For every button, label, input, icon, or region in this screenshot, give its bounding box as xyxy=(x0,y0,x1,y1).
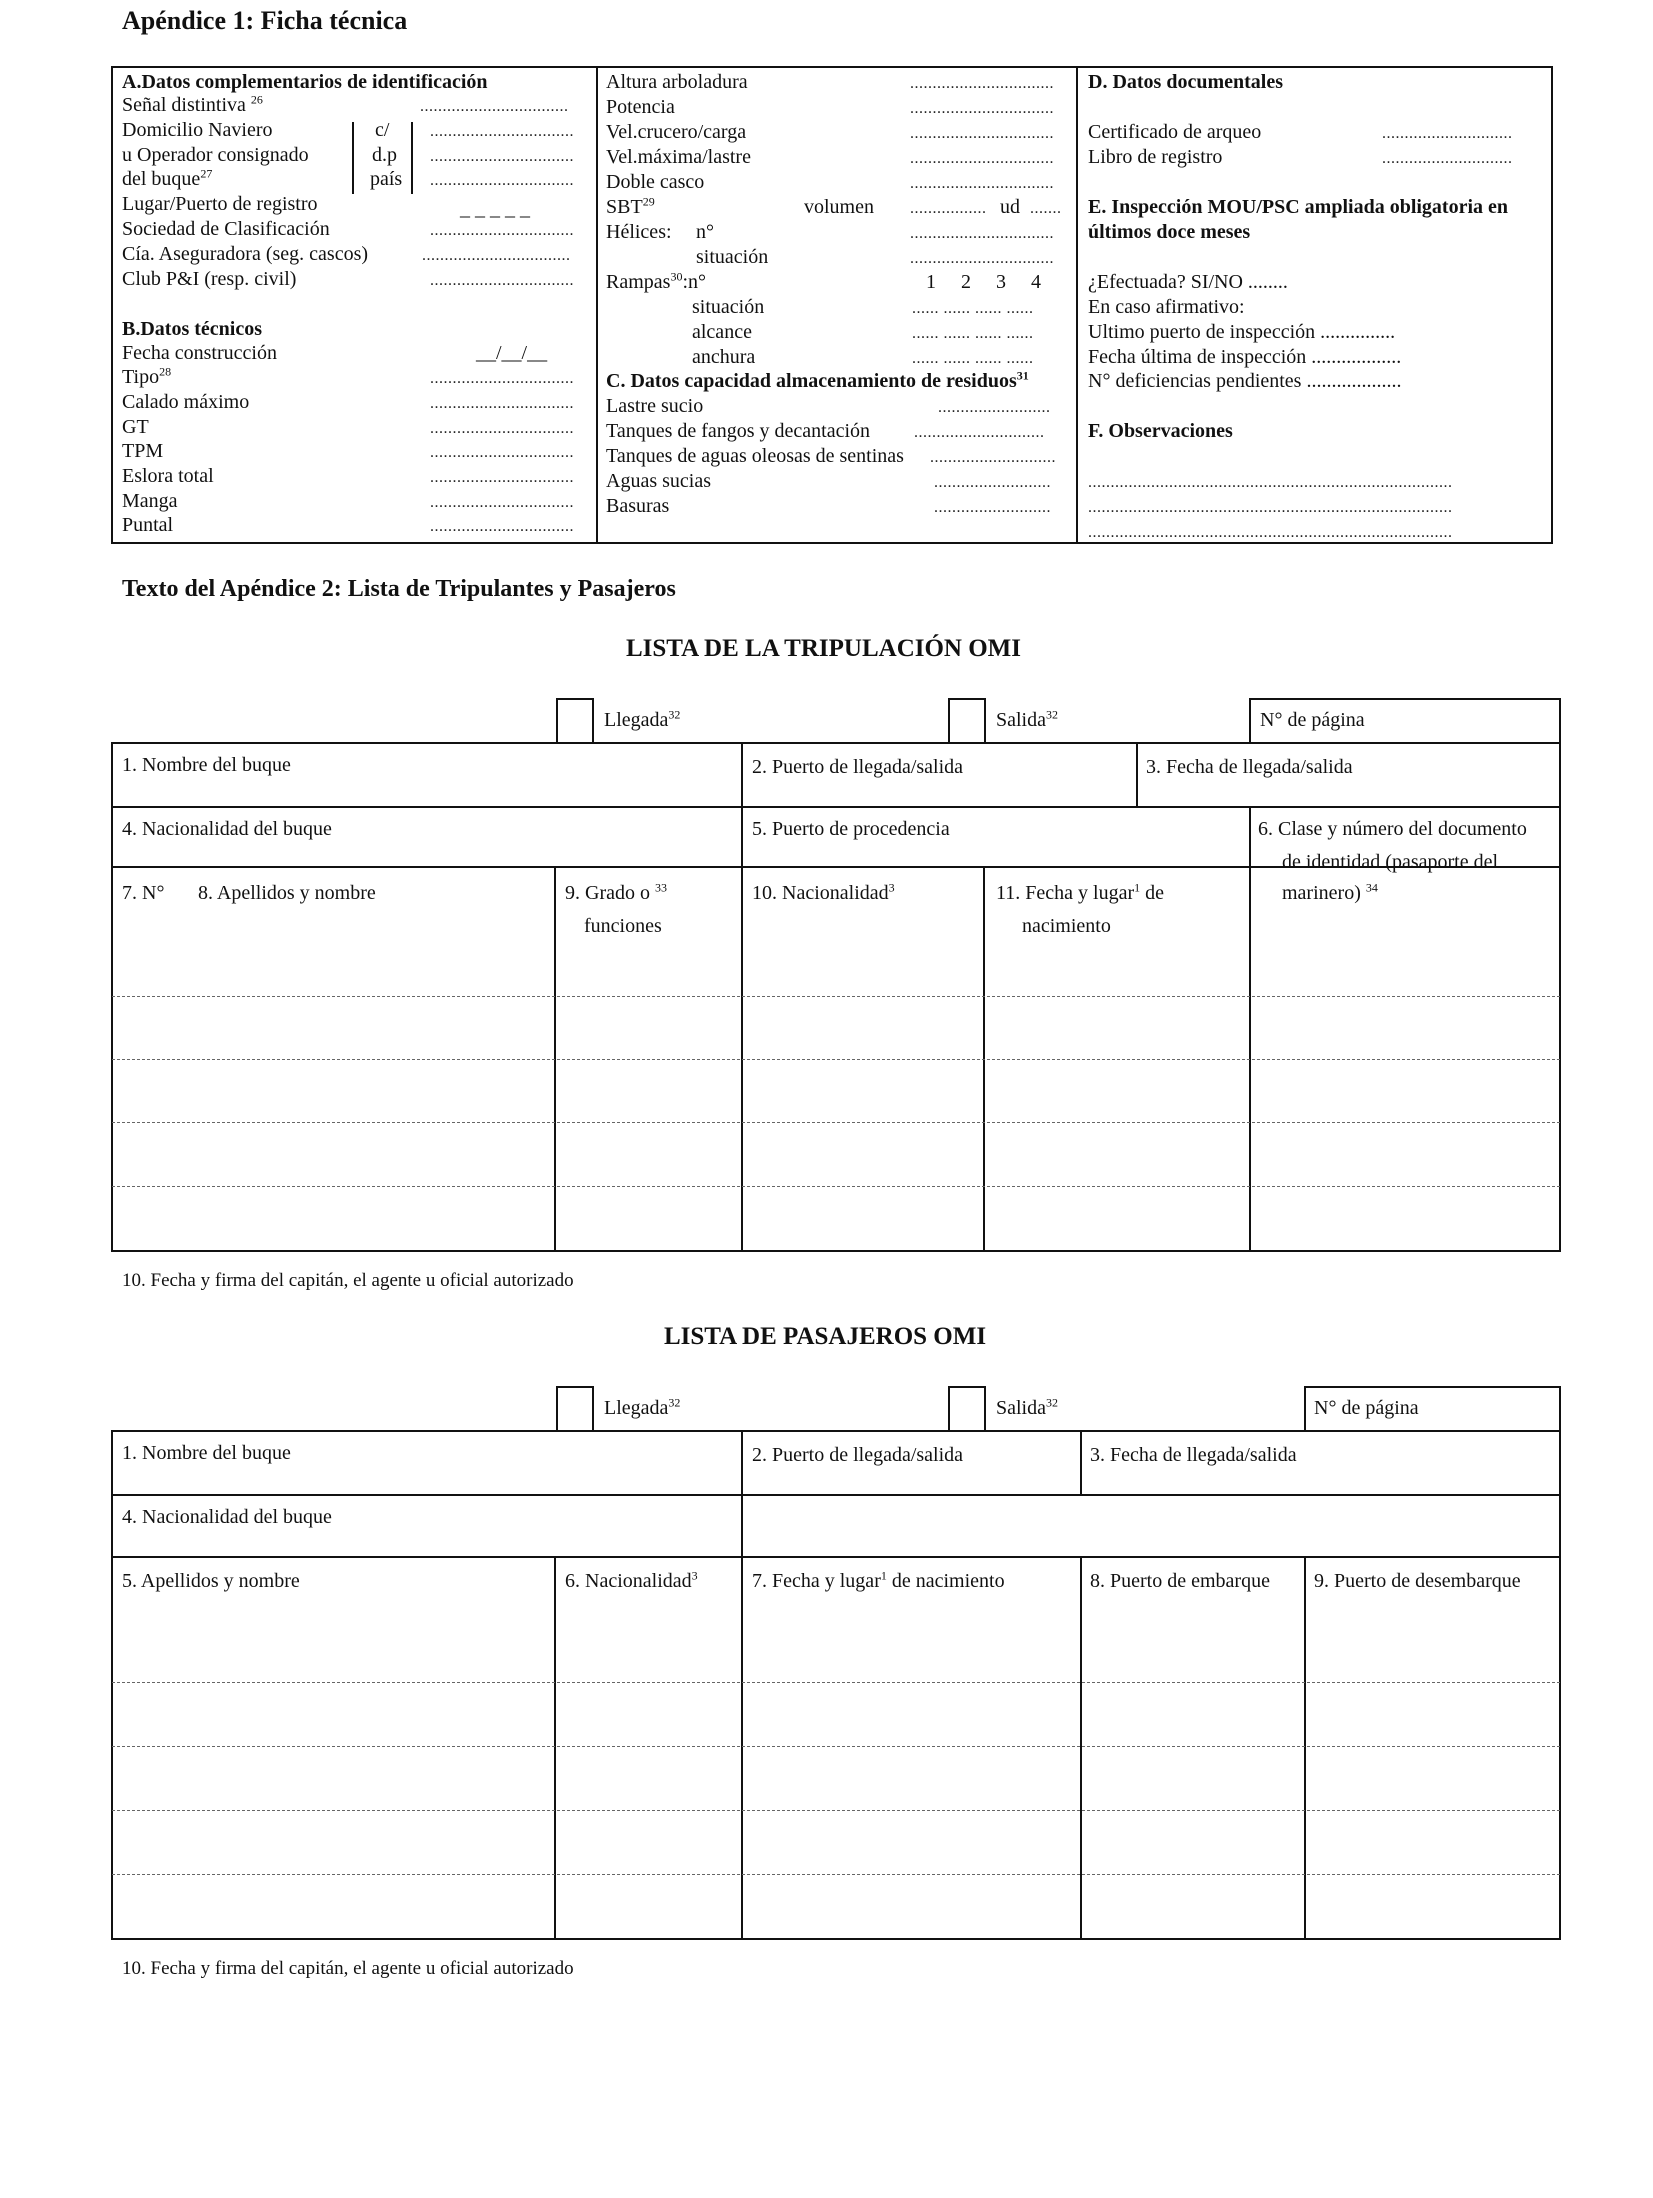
dp-label: d.p xyxy=(372,144,397,166)
ultimo-puerto-label: Ultimo puerto de inspección ............... xyxy=(1088,321,1396,343)
section-f-heading: F. Observaciones xyxy=(1088,420,1233,442)
basuras-dots: .......................... xyxy=(934,499,1051,516)
helices-label: Hélices: xyxy=(606,221,672,243)
altura-dots: ................................ xyxy=(910,75,1054,92)
crew-col-name: 8. Apellidos y nombre xyxy=(198,882,376,904)
efectuada-label: ¿Efectuada? SI/NO ........ xyxy=(1088,271,1288,293)
calado-label: Calado máximo xyxy=(122,391,250,413)
volumen-ud: ud xyxy=(1000,196,1020,218)
manga-label: Manga xyxy=(122,490,178,512)
appendix1-title: Apéndice 1: Ficha técnica xyxy=(122,6,408,35)
dp-dots: ................................ xyxy=(430,148,574,165)
pax-salida-checkbox[interactable] xyxy=(948,1386,986,1432)
potencia-label: Potencia xyxy=(606,96,675,118)
column-divider xyxy=(596,66,598,544)
situacion-label: situación xyxy=(696,246,769,268)
gt-dots: ................................ xyxy=(430,420,574,437)
caso-label: En caso afirmativo: xyxy=(1088,296,1245,318)
col-divider xyxy=(1304,1556,1306,1940)
crew-field-ship-name[interactable]: 1. Nombre del buque xyxy=(122,754,291,776)
vel-crucero-dots: ................................ xyxy=(910,125,1054,142)
crew-field-id-doc-3: marinero) $^{34}$ xyxy=(1282,880,1378,904)
section-b-heading: B.Datos técnicos xyxy=(122,318,262,340)
right-brace xyxy=(411,122,425,194)
helices-n-label: n° xyxy=(696,221,714,243)
observaciones-line-3: ................................................................................. xyxy=(1088,524,1453,541)
libro-dots: ............................. xyxy=(1382,150,1513,167)
potencia-dots: ................................ xyxy=(910,100,1054,117)
rampas-situacion-label: situación xyxy=(692,296,765,318)
rampas-label: Rampas$^{30}$:n° xyxy=(606,269,706,293)
ud-dots: ....... xyxy=(1030,200,1062,217)
section-a-heading: A.Datos complementarios de identificación xyxy=(122,71,488,93)
tanques-aguas-dots: ............................ xyxy=(930,449,1056,466)
situacion-dots: ................................ xyxy=(910,250,1054,267)
certificado-dots: ............................. xyxy=(1382,125,1513,142)
crew-col-birth: 11. Fecha y lugar$^1$ de xyxy=(996,880,1164,904)
vel-crucero-label: Vel.crucero/carga xyxy=(606,121,747,143)
crew-field-date[interactable]: 3. Fecha de llegada/salida xyxy=(1146,756,1353,778)
sociedad-label: Sociedad de Clasificación xyxy=(122,218,330,240)
pax-field-ship-name[interactable]: 1. Nombre del buque xyxy=(122,1442,291,1464)
col-divider xyxy=(554,1556,556,1940)
deficiencias-label: N° deficiencias pendientes ................... xyxy=(1088,370,1402,392)
row-divider xyxy=(111,1556,1561,1558)
dashed-row-line xyxy=(112,1810,1560,1811)
left-brace xyxy=(340,122,354,194)
calado-dots: ................................ xyxy=(430,395,574,412)
pais-dots: ................................ xyxy=(430,172,574,189)
alcance-dots: ...... ...... ...... ...... xyxy=(912,325,1034,342)
crew-col-rank-2: funciones xyxy=(584,915,662,937)
lugar-label: Lugar/Puerto de registro xyxy=(122,193,318,215)
crew-salida-label: Salida$^{32}$ xyxy=(996,707,1058,731)
fecha-ultima-label: Fecha última de inspección .................. xyxy=(1088,346,1402,368)
puntal-label: Puntal xyxy=(122,514,174,536)
tanques-aguas-label: Tanques de aguas oleosas de sentinas xyxy=(606,445,904,467)
dashed-row-line xyxy=(112,1746,1560,1747)
pax-field-nationality[interactable]: 4. Nacionalidad del buque xyxy=(122,1506,332,1528)
basuras-label: Basuras xyxy=(606,495,670,517)
col-divider xyxy=(741,1430,743,1940)
doble-casco-label: Doble casco xyxy=(606,171,705,193)
aguas-sucias-dots: .......................... xyxy=(934,474,1051,491)
dashed-row-line xyxy=(112,1874,1560,1875)
senal-label: Señal distintiva $^{26}$ xyxy=(122,92,263,116)
rampas-numbers: 1 2 3 4 xyxy=(926,271,1041,293)
vel-maxima-label: Vel.máxima/lastre xyxy=(606,146,751,168)
pax-col-disembark: 9. Puerto de desembarque xyxy=(1314,1570,1521,1592)
manga-dots: ................................ xyxy=(430,494,574,511)
crew-field-port[interactable]: 2. Puerto de llegada/salida xyxy=(752,756,964,778)
domicilio-label: Domicilio Naviero xyxy=(122,119,273,141)
col-divider xyxy=(1080,1556,1082,1940)
pax-col-nationality: 6. Nacionalidad$^3$ xyxy=(565,1568,698,1592)
pax-col-name: 5. Apellidos y nombre xyxy=(122,1570,300,1592)
passengers-title: LISTA DE PASAJEROS OMI xyxy=(664,1323,987,1350)
pais-label: país xyxy=(370,168,403,190)
row-divider xyxy=(111,806,1561,808)
volumen-label: volumen xyxy=(804,196,874,218)
club-dots: ................................ xyxy=(430,272,574,289)
dashed-row-line xyxy=(112,1682,1560,1683)
cia-dots: ................................. xyxy=(422,247,571,264)
col-divider xyxy=(741,742,743,866)
cp-label: c/ xyxy=(375,119,390,141)
crew-col-rank: 9. Grado o $^{33}$ xyxy=(565,880,667,904)
row-divider xyxy=(111,1494,1561,1496)
tipo-label: Tipo$^{28}$ xyxy=(122,364,172,388)
pax-col-birth: 7. Fecha y lugar$^1$ de nacimiento xyxy=(752,1568,1005,1592)
aguas-sucias-label: Aguas sucias xyxy=(606,470,711,492)
altura-label: Altura arboladura xyxy=(606,71,748,93)
cp-dots: ................................ xyxy=(430,123,574,140)
crew-col-number: 7. N° xyxy=(122,882,165,904)
section-e-heading: E. Inspección MOU/PSC ampliada obligatoria en xyxy=(1088,196,1509,218)
tpm-dots: ................................ xyxy=(430,444,574,461)
crew-footer: 10. Fecha y firma del capitán, el agente u oficial autorizado xyxy=(122,1270,574,1291)
pax-field-date[interactable]: 3. Fecha de llegada/salida xyxy=(1090,1444,1297,1466)
crew-field-id-doc[interactable]: 6. Clase y número del documento xyxy=(1258,818,1527,840)
pax-field-port[interactable]: 2. Puerto de llegada/salida xyxy=(752,1444,964,1466)
section-e-heading-2: últimos doce meses xyxy=(1088,221,1251,243)
puntal-dots: ................................ xyxy=(430,518,574,535)
del-buque-label: del buque$^{27}$ xyxy=(122,166,213,190)
fecha-construccion-value: __/__/__ xyxy=(476,342,548,364)
col-divider xyxy=(1080,1430,1082,1494)
anchura-dots: ...... ...... ...... ...... xyxy=(912,350,1034,367)
crew-field-nationality[interactable]: 4. Nacionalidad del buque xyxy=(122,818,332,840)
dashed-row-line xyxy=(112,1059,1560,1060)
crew-salida-checkbox[interactable] xyxy=(948,698,986,744)
vel-maxima-dots: ................................ xyxy=(910,150,1054,167)
section-d-heading: D. Datos documentales xyxy=(1088,71,1283,93)
appendix2-title: Texto del Apéndice 2: Lista de Tripulantes y Pasajeros xyxy=(122,576,676,602)
crew-col-birth-2: nacimiento xyxy=(1022,915,1111,937)
pax-salida-label: Salida$^{32}$ xyxy=(996,1395,1058,1419)
senal-dots: ................................. xyxy=(420,98,569,115)
volumen-dots: ................. xyxy=(910,200,987,217)
col-divider xyxy=(1136,742,1138,806)
crew-title: LISTA DE LA TRIPULACIÓN OMI xyxy=(626,635,1021,662)
pax-page-label: N° de página xyxy=(1314,1397,1419,1419)
lastre-sucio-dots: ......................... xyxy=(938,399,1051,416)
gt-label: GT xyxy=(122,416,149,438)
alcance-label: alcance xyxy=(692,321,752,343)
observaciones-line-2: ................................................................................. xyxy=(1088,499,1453,516)
cia-label: Cía. Aseguradora (seg. cascos) xyxy=(122,243,369,265)
sociedad-dots: ................................ xyxy=(430,222,574,239)
pax-footer: 10. Fecha y firma del capitán, el agente u oficial autorizado xyxy=(122,1958,574,1979)
fecha-construccion-label: Fecha construcción xyxy=(122,342,277,364)
section-c-heading: C. Datos capacidad almacenamiento de residuos$^{31}$ xyxy=(606,368,1029,392)
column-divider xyxy=(1076,66,1078,544)
pax-llegada-checkbox[interactable] xyxy=(556,1386,594,1432)
crew-llegada-checkbox[interactable] xyxy=(556,698,594,744)
rampas-situacion-dots: ...... ...... ...... ...... xyxy=(912,300,1034,317)
doble-casco-dots: ................................ xyxy=(910,175,1054,192)
helices-dots: ................................ xyxy=(910,225,1054,242)
certificado-label: Certificado de arqueo xyxy=(1088,121,1262,143)
lugar-value: _ _ _ _ _ xyxy=(460,198,530,220)
crew-field-id-doc-2: de identidad (pasaporte del xyxy=(1282,851,1499,873)
dashed-row-line xyxy=(112,996,1560,997)
club-label: Club P&I (resp. civil) xyxy=(122,268,297,290)
pax-col-embark: 8. Puerto de embarque xyxy=(1090,1570,1270,1592)
libro-label: Libro de registro xyxy=(1088,146,1223,168)
anchura-label: anchura xyxy=(692,346,756,368)
eslora-dots: ................................ xyxy=(430,469,574,486)
tanques-fangos-dots: ............................. xyxy=(914,424,1045,441)
tanques-fangos-label: Tanques de fangos y decantación xyxy=(606,420,871,442)
lastre-sucio-label: Lastre sucio xyxy=(606,395,704,417)
operador-label: u Operador consignado xyxy=(122,144,309,166)
crew-page-label: N° de página xyxy=(1260,709,1365,731)
crew-llegada-label: Llegada$^{32}$ xyxy=(604,707,681,731)
observaciones-line-1: ................................................................................. xyxy=(1088,474,1453,491)
crew-col-nationality: 10. Nacionalidad$^3$ xyxy=(752,880,895,904)
eslora-label: Eslora total xyxy=(122,465,214,487)
crew-field-origin-port[interactable]: 5. Puerto de procedencia xyxy=(752,818,950,840)
tpm-label: TPM xyxy=(122,440,164,462)
dashed-row-line xyxy=(112,1122,1560,1123)
sbt-label: SBT$^{29}$ xyxy=(606,194,655,218)
tipo-dots: ................................ xyxy=(430,370,574,387)
dashed-row-line xyxy=(112,1186,1560,1187)
pax-llegada-label: Llegada$^{32}$ xyxy=(604,1395,681,1419)
